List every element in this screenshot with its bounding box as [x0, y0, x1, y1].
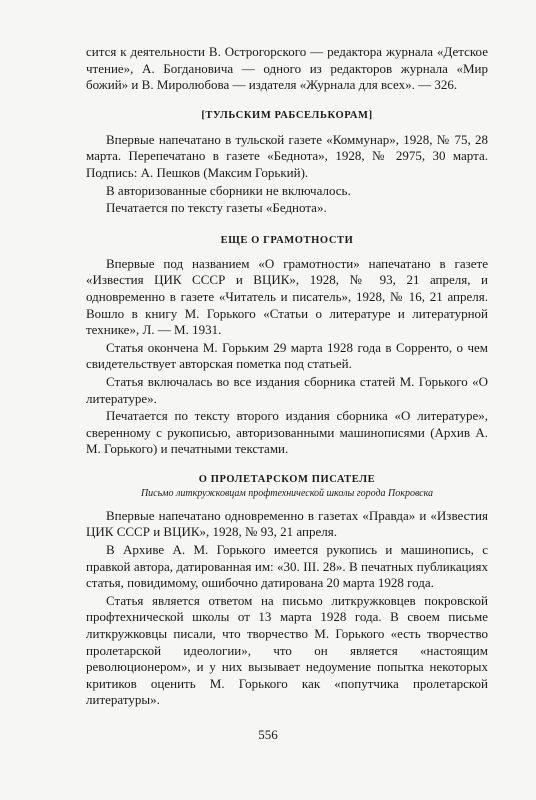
paragraph: Впервые напечатано в тульской газете «Коммунар», 1928, № 75, 28 марта. Перепечатано в газете «Беднота», 1928, № 2975, 30 марта. Подпись: А. Пешков (Максим Горький). — [86, 131, 488, 180]
section-title-proletarian: О ПРОЛЕТАРСКОМ ПИСАТЕЛЕ — [198, 473, 376, 485]
paragraph: Статья включалась во все издания сборника статей М. Горького «О литературе». — [86, 373, 488, 406]
paragraph: Статья является ответом на письмо литкружковцев покровской профтехнической школы от 13 марта 1928 года. В своем письме литкружковцы писали, что творчество М. Горького «есть творчество пролетарской идеологии», что он является «настоящим революционером», и у них вызывает недоумение попытка некоторых критиков оценить М. Горького как «попутчика пролетарской литературы». — [86, 592, 488, 708]
section-body-proletarian — [86, 508, 488, 709]
paragraph: В авторизованные сборники не включалось. — [106, 182, 351, 198]
continuation-paragraph: сится к деятельности В. Острогорского — редактора журнала «Детское чтение», А. Богдановича — одного из редакторов журнала «Мир божий» и В. Миролюбова — издателя «Журнала для всех». — 326. — [86, 44, 488, 93]
paragraph: Печатается по тексту газеты «Беднота». — [106, 200, 327, 216]
section-title-literacy: ЕЩЕ О ГРАМОТНОСТИ — [220, 234, 354, 246]
paragraph: Печатается по тексту второго издания сборника «О литературе», сверенному с рукописью, авторизованными машинописями (Архив А. М. Горького) и печатными текстами. — [86, 408, 488, 457]
section-body-literacy — [86, 256, 488, 458]
paragraph: Впервые напечатано одновременно в газетах «Правда» и «Известия ЦИК СССР и ВЦИК», 1928, № 93, 21 апреля. — [86, 507, 488, 540]
section-subtitle-proletarian: Письмо литкружковцам профтехнической школы города Покровска — [140, 487, 434, 499]
paragraph: Статья окончена М. Горьким 29 марта 1928 года в Сорренто, о чем свидетельствует авторская пометка под статьей. — [86, 339, 488, 372]
paragraph: В Архиве А. М. Горького имеется рукопись и машинопись, с правкой автора, датированная им: «30. III. 28». В печатных публикациях статья, повидимому, ошибочно датирована 20 марта 1928 года. — [86, 542, 488, 591]
page-number: 556 — [258, 727, 278, 742]
section-title-tulsk: [ТУЛЬСКИМ РАБСЕЛЬКОРАМ] — [201, 109, 373, 121]
paragraph: Впервые под названием «О грамотности» напечатано в газете «Известия ЦИК СССР и ВЦИК», 1928, № 93, 21 апреля, и одновременно в газете «Читатель и писатель», 1928, № 16, 21 апреля. Вошло в книгу М. Горького «Статьи о литературе и литературной технике», Л. — М. 1931. — [86, 255, 488, 338]
section-body-tulsk — [86, 132, 488, 217]
